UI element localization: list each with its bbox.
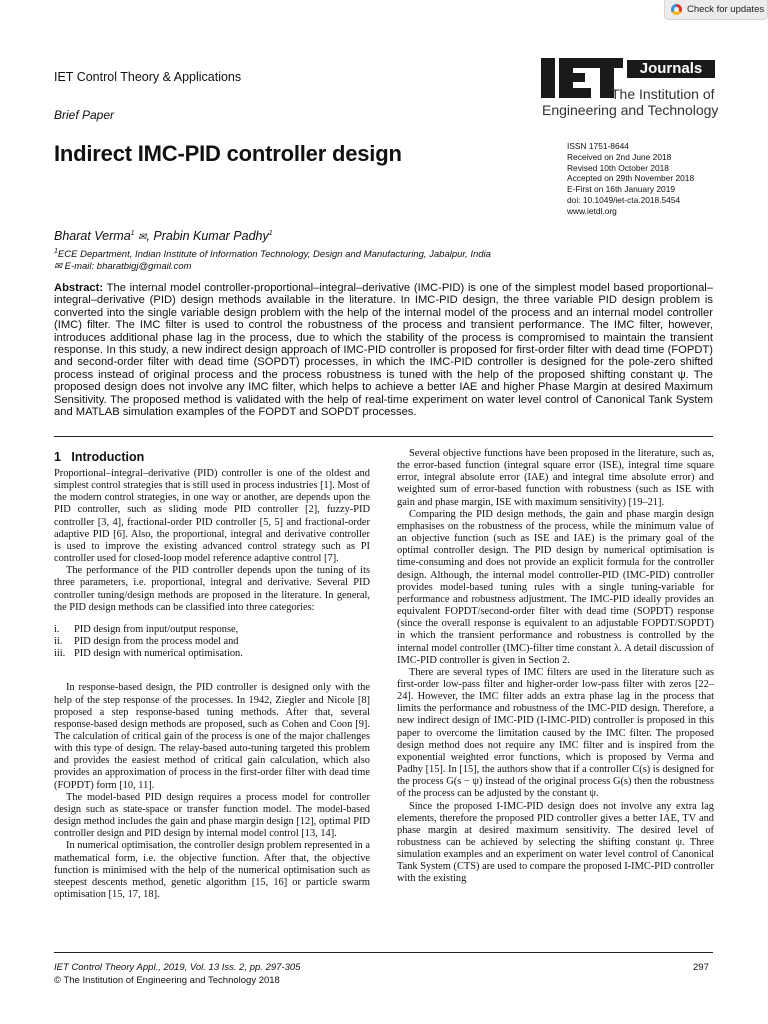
author-2-sup: 1 [268, 229, 273, 237]
iet-logo [541, 58, 719, 124]
affiliation-text: ECE Department, Indian Institute of Information Technology, Design and Manufacturing, Jabalpur, India [57, 249, 491, 261]
page-number: 297 [693, 962, 709, 973]
paragraph: In response-based design, the PID controller is designed only with the help of the step response of the processes. In 1942, Ziegler and Nicole [8] proposed a step response-based tuning methods. After that, several response-based design methods are proposed, such as Cohen and Coon [9]. The calculation of critical gain of the process is one of the major challenges with this type of design. The relay-based auto-tuning targeted this problem and provides the easiest method of critical gain calculation, which also provides an approximation of process in the first-order filter with dead time (FOPDT) form [10, 11]. [54, 682, 370, 791]
envelope-icon[interactable]: ✉ [138, 232, 147, 243]
footer-copyright: © The Institution of Engineering and Technology 2018 [54, 975, 280, 986]
column-left [54, 468, 370, 901]
list-number: iii. [54, 648, 66, 660]
section-number: 1 [54, 450, 61, 464]
footer-divider [54, 952, 713, 953]
abstract [54, 282, 713, 418]
list-number: i. [54, 623, 60, 635]
paragraph: The performance of the PID controller depends upon the tuning of its three parameters, i.e. proportional, integral and derivative. Several PID controller tuning/design methods are proposed in the literature. In general, the PID design methods can be classified into three categories: [54, 565, 370, 613]
paragraph: Proportional–integral–derivative (PID) controller is one of the oldest and simplest control strategies that is still used in process industries [1]. Most of the modern control strategies, in one way or another, are depends upon the PID controller, such as sliding mode PID controller [2], fuzzy-PID controller [3, 4], fractional-order PID controller [5, 5] and fractional-order adaptive PID [6]. Also, the proportional, integral and derivative controller is used to improve the existing advanced control strategy such as PI controller used for closed-loop model reference adaptive control [7]. [54, 468, 371, 565]
revised-date: Revised 10th October 2018 [567, 162, 669, 173]
list-text: PID design from the process model and [74, 636, 239, 648]
paragraph: In numerical optimisation, the controller design problem represented in a mathematical form, i.e. the objective function. After that, the objective function is minimised with the help of the numerical optimisation such as steepest descents method, genetic algorithm [15, 16] or particle swarm optimisation [15, 17, 18]. [54, 840, 370, 900]
refresh-icon [671, 4, 682, 15]
institution-line-2: Engineering and Technology [542, 102, 719, 118]
author-1: Bharat Verma [54, 229, 131, 243]
list-item [54, 636, 370, 648]
ietdl-link[interactable]: www.ietdl.org [567, 205, 617, 216]
issn: ISSN 1751-8644 [567, 141, 629, 151]
footer-citation: IET Control Theory Appl., 2019, Vol. 13 Iss. 2, pp. 297-305 [54, 962, 301, 973]
paragraph: Comparing the PID design methods, the gain and phase margin design emphasises on the robustness of the process, while the minimum value of an objective function (such as ISE and IAE) is the primary goal of the optimal controller design. The PID design by numerical optimisation is time-consuming and does not provide an explicit formula for the controller design. Although, the internal model controller-PID (IMC-PID) controller provides model-based tuning rules with a single tuning-variable for performance and robustness adjustment. The IMC-PID ideally provides an equivalent FOPDT/second-order filter with dead time (SOPDT) response (since the overall response is equivalent to an adjustable FOPDT/SOPDT) in which the transient performance and robustness is controlled by the internal model controller (IMC)-filter time constant λ. A detail discussion of IMC-PID controller is given in Section 2. [397, 508, 714, 666]
email-text[interactable]: E-mail: bharatbigj@gmail.com [64, 261, 192, 272]
paragraph: The model-based PID design requires a process model for controller design such as state-space or transfer function model. The model-based design method includes the gain and phase margin design [12], optimal PID controller design and PID design by internal model control [13, 14]. [54, 791, 370, 840]
article-metadata [567, 141, 694, 217]
list-item [54, 648, 370, 660]
accepted-date: Accepted on 29th November 2018 [567, 173, 695, 184]
paragraph: Several objective functions have been proposed in the literature, such as, the error-based function (integral square error (ISE), integral time square error, integral absolute error (IAE) and integral time absolute error) and weighted sum of error-based function with robustness (such as ISE with gain and phase margin, ISE with maximum sensitivity) [19–21]. [397, 448, 714, 508]
journal-name: IET Control Theory & Applications [54, 70, 242, 84]
column-right [397, 448, 714, 886]
affiliation [54, 248, 491, 260]
author-2: Prabin Kumar Padhy [153, 229, 269, 243]
email-line [54, 261, 191, 272]
paragraph: Since the proposed I-IMC-PID design does not involve any extra lag elements, therefore the proposed PID controller gives a better IAE, TV and phase margin at desired maximum sensitivity. The desired level of robustness can be achieved by selecting the shifting constant ψ. Three simulation examples and an experiment on water level control of Canonical Tank System (CTS) are used to compare the proposed I-IMC-PID controller with the existing [397, 800, 714, 885]
affil-sup: 1 [54, 248, 58, 255]
institution-line-1: The Institution of [611, 86, 715, 102]
abstract-label: Abstract: [54, 282, 104, 294]
author-1-sup: 1 [130, 229, 135, 237]
paragraph: There are several types of IMC filters are used in the literature such as first-order low-pass filter and higher-order low-pass filter with zeros [22–24]. However, the IMC filter adds an extra phase lag in the process that limits the performance and robustness of the IMC-PID design. Therefore, a new indirect design of IMC-PID (I-IMC-PID) controller is proposed in this paper to overcome the limitation caused by the IMC filter. The proposed design method does not require any IMC filter and is inspired from the exponential weighted error functions, which is proposed by Verma and Padhy [15]. In [15], the authors show that if a controller C(s) is designed for the process G(s − ψ) instead of the original process G(s) then the robustness of the process can be adjusted by the constant ψ. [397, 666, 714, 800]
section-title: Introduction [71, 450, 145, 464]
list-item [54, 624, 370, 636]
received-date: Received on 2nd June 2018 [567, 151, 672, 162]
list-text: PID design from input/output response, [74, 623, 239, 635]
journals-label: Journals [627, 60, 715, 78]
list-text: PID design with numerical optimisation. [74, 648, 243, 660]
check-for-updates-label: Check for updates [687, 4, 765, 15]
divider [54, 436, 713, 437]
paper-title: Indirect IMC-PID controller design [54, 141, 402, 166]
doi[interactable]: doi: 10.1049/iet-cta.2018.5454 [567, 194, 681, 205]
section-heading [54, 450, 144, 464]
list-number: ii. [54, 636, 63, 648]
check-for-updates-button[interactable] [664, 0, 768, 20]
authors: Bharat Verma$^1$ ✉, Prabin Kumar Padhy$^1$ [54, 229, 273, 243]
paper-type: Brief Paper [54, 108, 115, 122]
category-list [54, 624, 370, 660]
mail-icon: ✉ [54, 261, 65, 272]
efirst-date: E-First on 16th January 2019 [567, 184, 676, 195]
abstract-text: The internal model controller-proportional–integral–derivative (IMC-PID) is one of the simplest model based proportional–integral–derivative (PID) design methods available in the literature. In IMC-PID design, the three variable PID design problem is converted into the single variable design problem with the help of the internal model of the process and an internal model controller (IMC) filter. The IMC filter is used to control the robustness of the process and transient performance. The IMC filter, however, introduces additional phase lag in the process, due to which the stability of the process is compromised to maintain the transient response. In this study, a new indirect design approach of IMC-PID controller is proposed for first-order filter with dead time (FOPDT) and second-order filter with dead time (SOPDT) processes, in which the IMC-PID controller is designed for the pole-zero shifted process instead of original process and the process robustness is tuned with the help of the proposed shifting constant ψ. The proposed design does not involve any IMC filter, which helps to achieve a better IAE and higher Phase Margin at desired Maximum Sensitivity. The proposed method is validated with the help of real-time experiment on water level control of Canonical Tank System and MATLAB simulation examples of the FOPDT and SOPDT processes. [54, 282, 714, 419]
